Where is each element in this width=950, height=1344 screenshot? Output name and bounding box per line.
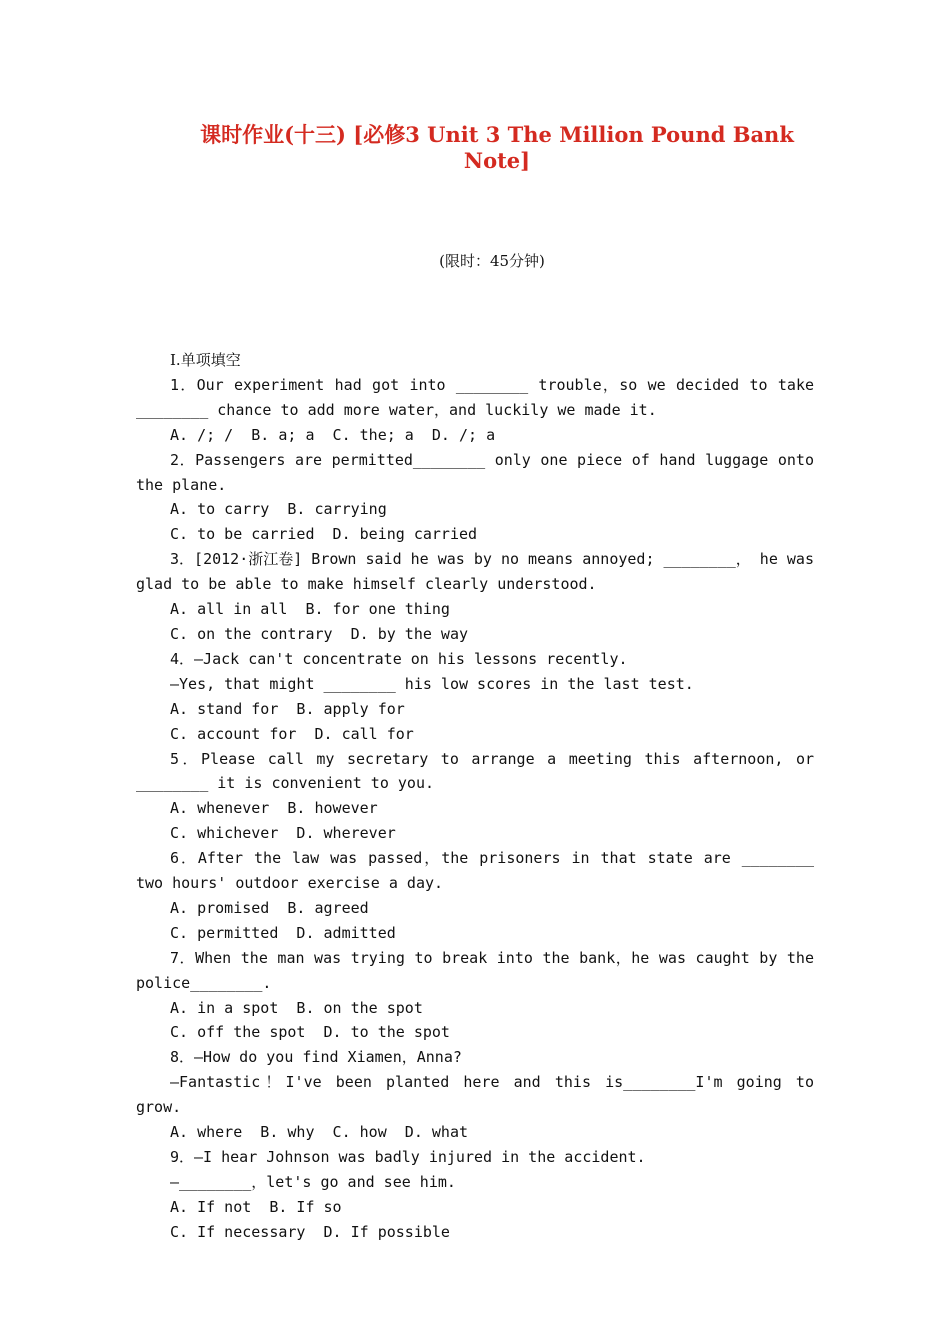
question-item: [136, 747, 814, 847]
answer-options: A. all in all B. for one thing: [170, 600, 450, 619]
question-item: [136, 846, 814, 946]
question-stem: 9．—I hear Johnson was badly injured in the accident.: [170, 1148, 646, 1166]
answer-options: C. on the contrary D. by the way: [170, 624, 469, 643]
answer-options: A. If not B. If so: [170, 1197, 342, 1216]
answer-options: C. off the spot D. to the spot: [170, 1023, 450, 1042]
answer-options: A. promised B. agreed: [170, 898, 369, 917]
answer-options: C. to be carried D. being carried: [170, 525, 478, 544]
question-dialogue-reply: —Fantastic！I've been planted here and this is________I'm going to grow.: [136, 1073, 814, 1117]
answer-options: C. permitted D. admitted: [170, 923, 396, 942]
question-item: [136, 547, 814, 647]
answer-options: A. /; / B. a; a C. the; a D. /; a: [170, 425, 496, 444]
question-item: [136, 448, 814, 548]
question-item: [136, 1145, 814, 1245]
answer-options: C. If necessary D. If possible: [170, 1222, 450, 1241]
question-item: [136, 1045, 814, 1145]
question-item: [136, 647, 814, 747]
question-dialogue-reply: —Yes, that might ________ his low scores in the last test.: [170, 674, 694, 693]
answer-options: C. whichever D. wherever: [170, 824, 396, 843]
question-item: [136, 946, 814, 1046]
question-item: [136, 373, 814, 448]
question-stem: 4．—Jack can't concentrate on his lessons recently.: [170, 649, 628, 668]
question-stem: 8．—How do you find Xiamen，Anna?: [170, 1048, 462, 1067]
question-stem: 7．When the man was trying to break into the bank，he was caught by the police________.: [136, 948, 814, 992]
question-stem: 5．Please call my secretary to arrange a meeting this afternoon, or ________ it is convenient to you.: [136, 749, 814, 793]
answer-options: A. in a spot B. on the spot: [170, 998, 423, 1017]
question-stem: 1．Our experiment had got into ________ trouble，so we decided to take ________ chance to add more water，and luckily we made it.: [136, 375, 814, 419]
answer-options: A. stand for B. apply for: [170, 699, 405, 718]
question-stem: 3．[2012·浙江卷] Brown said he was by no means annoyed; ________， he was glad to be able to make himself clearly understood.: [136, 550, 814, 594]
question-stem: 6．After the law was passed，the prisoners in that state are ________ two hours' outdoor exercise a day.: [136, 849, 814, 893]
answer-options: C. account for D. call for: [170, 724, 414, 743]
time-limit: (限时：45分钟): [439, 252, 545, 270]
question-stem: 2．Passengers are permitted________ only one piece of hand luggage onto the plane.: [136, 450, 814, 494]
answer-options: A. to carry B. carrying: [170, 500, 387, 519]
answer-options: A. whenever B. however: [170, 799, 378, 818]
answer-options: A. where B. why C. how D. what: [170, 1123, 469, 1142]
exercise-content: [136, 348, 814, 1245]
page-title: 课时作业(十三) [必修3 Unit 3 The Million Pound Bank Note]: [200, 122, 794, 173]
question-dialogue-reply: —________，let's go and see him.: [170, 1172, 456, 1191]
section-heading: Ⅰ.单项填空: [170, 351, 241, 369]
